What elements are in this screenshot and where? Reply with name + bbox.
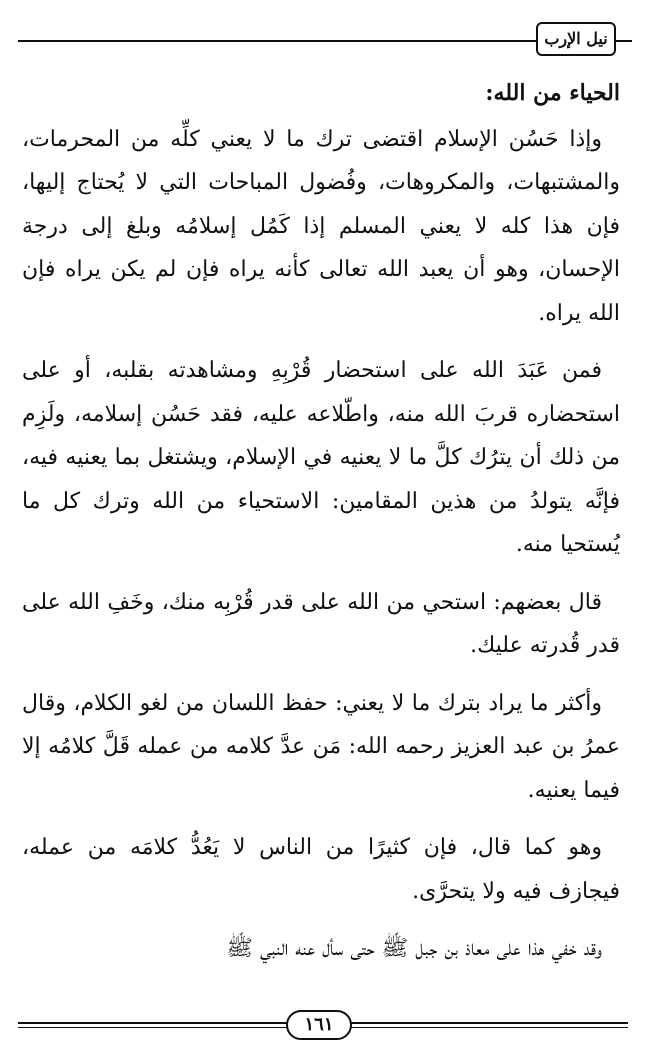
paragraph: قال بعضهم: استحي من الله على قدر قُرْبِه منك، وخَفِ الله على قدر قُدرته عليك. xyxy=(22,589,620,658)
paragraph: وإذا حَسُن الإسلام اقتضى ترك ما لا يعني كلِّه من المحرمات، والمشتبهات، والمكروهات، وفُضول المباحات التي لا يُحتاج إليها، فإن هذا كله لا يعني المسلم إذا كَمُل إسلامُه وبلغ إلى درجة الإحسان، وهو أن يعبد الله تعالى كأنه يراه فإن لم يكن يراه فإن الله يراه. xyxy=(22,126,620,326)
paragraph: وأكثر ما يراد بترك ما لا يعني: حفظ اللسان من لغو الكلام، وقال عمرُ بن عبد العزيز رحمه الله: مَن عدَّ كلامه من عمله قَلَّ كلامُه إلا فيما يعنيه. xyxy=(22,690,620,803)
page-number: ١٦١ xyxy=(286,1010,352,1040)
paragraph: فمن عَبَدَ الله على استحضار قُرْبِهِ ومشاهدته بقلبه، أو على استحضاره قربَ الله منه، واطّلاعه عليه، فقد حَسُن إسلامه، ولَزِم من ذلك أن يترُك كلَّ ما لا يعنيه في الإسلام، ويشتغل بما يعنيه فيه، فإنَّه يتولدُ من هذين المقامين: الاستحياء من الله وترك كل ما يُستحيا منه. xyxy=(22,358,620,557)
paragraph: وهو كما قال، فإن كثيرًا من الناس لا يَعُدُّ كلامَه من عمله، فيجازف فيه ولا يتحرَّى. xyxy=(22,835,620,904)
section-heading: الحياء من الله: xyxy=(485,80,620,106)
book-title: نيل الإرب xyxy=(536,22,616,56)
paragraph: وقد خفي هذا على معاذ بن جبل ﷺ حتى سأل عنه النبي ﷺ xyxy=(226,936,602,961)
page-content xyxy=(22,72,620,985)
header-rule xyxy=(18,40,540,42)
